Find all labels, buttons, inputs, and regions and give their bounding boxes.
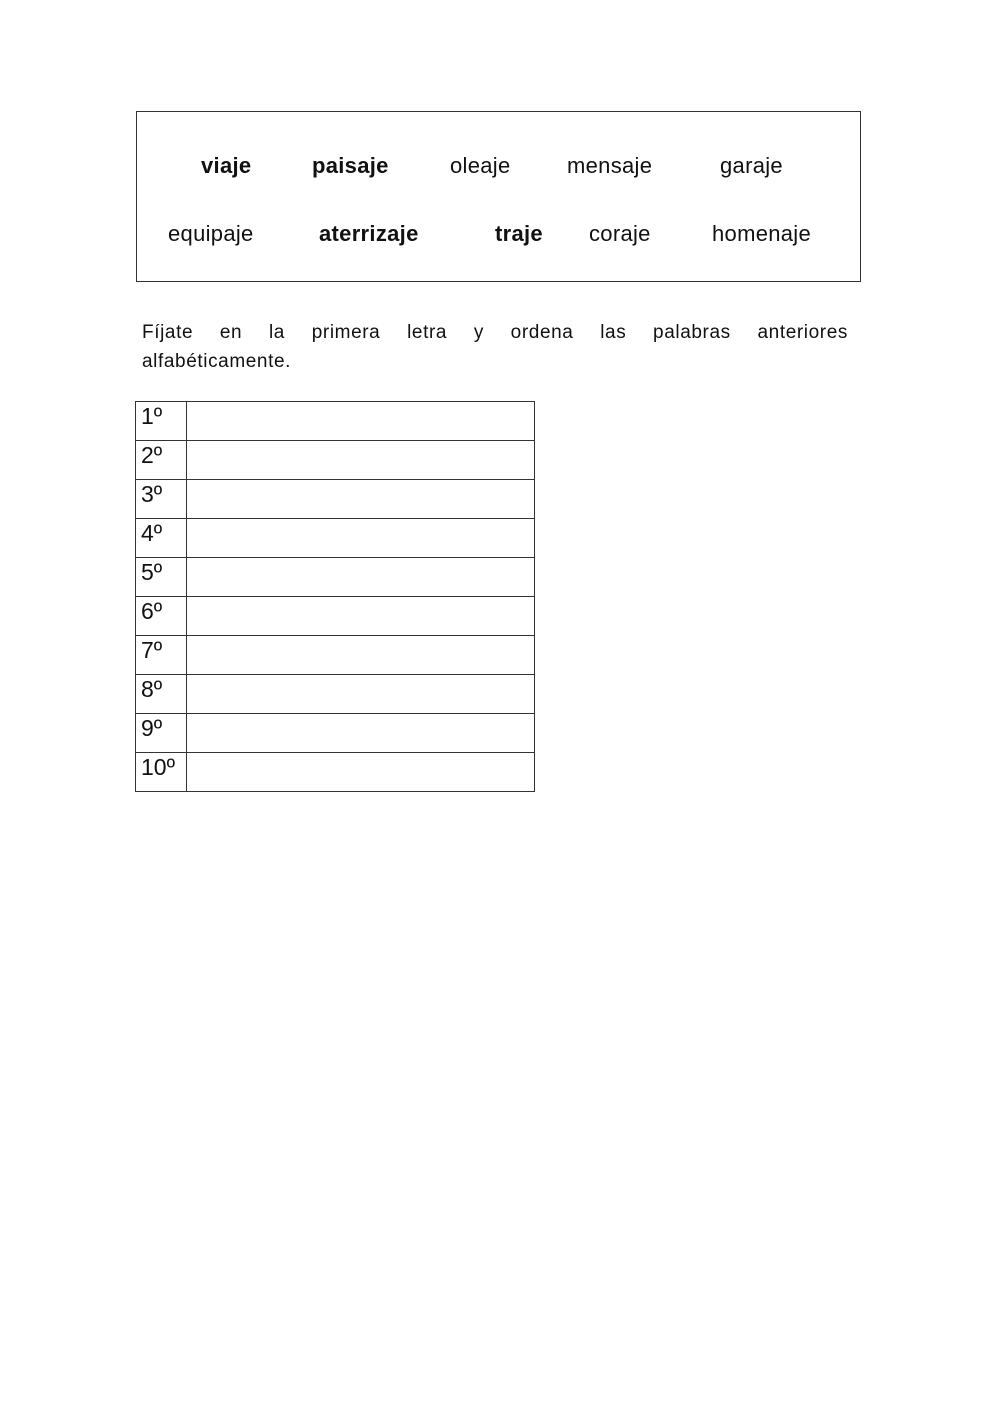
- row-number: 4º: [136, 519, 187, 558]
- answer-table: [135, 401, 535, 792]
- row-number: 3º: [136, 480, 187, 519]
- instruction-text: Fíjate en la primera letra y ordena las palabras anteriores alfabéticamente.: [142, 322, 848, 372]
- table-row: [136, 558, 535, 597]
- word-homenaje: homenaje: [712, 221, 812, 246]
- row-number: 7º: [136, 636, 187, 675]
- answer-blank[interactable]: [187, 441, 535, 480]
- answer-blank[interactable]: [187, 402, 535, 441]
- table-row: [136, 480, 535, 519]
- row-number: 2º: [136, 441, 187, 480]
- row-number: 10º: [136, 753, 187, 792]
- answer-blank[interactable]: [187, 753, 535, 792]
- word-oleaje: oleaje: [450, 153, 511, 178]
- row-number: 1º: [136, 402, 187, 441]
- table-row: [136, 636, 535, 675]
- row-number: 8º: [136, 675, 187, 714]
- answer-blank[interactable]: [187, 597, 535, 636]
- word-viaje: viaje: [201, 153, 252, 178]
- table-row: [136, 402, 535, 441]
- word-mensaje: mensaje: [567, 153, 653, 178]
- word-bank-box: [136, 111, 861, 282]
- answer-blank[interactable]: [187, 675, 535, 714]
- table-row: [136, 675, 535, 714]
- word-traje: traje: [495, 221, 543, 246]
- answer-table-body: [136, 402, 535, 792]
- answer-blank[interactable]: [187, 558, 535, 597]
- answer-blank[interactable]: [187, 480, 535, 519]
- word-coraje: coraje: [589, 221, 651, 246]
- answer-blank[interactable]: [187, 714, 535, 753]
- answer-blank[interactable]: [187, 636, 535, 675]
- word-equipaje: equipaje: [168, 221, 254, 246]
- row-number: 5º: [136, 558, 187, 597]
- table-row: [136, 597, 535, 636]
- table-row: [136, 714, 535, 753]
- row-number: 6º: [136, 597, 187, 636]
- table-row: [136, 519, 535, 558]
- table-row: [136, 441, 535, 480]
- row-number: 9º: [136, 714, 187, 753]
- answer-blank[interactable]: [187, 519, 535, 558]
- word-paisaje: paisaje: [312, 153, 389, 178]
- word-garaje: garaje: [720, 153, 783, 178]
- word-aterrizaje: aterrizaje: [319, 221, 419, 246]
- table-row: [136, 753, 535, 792]
